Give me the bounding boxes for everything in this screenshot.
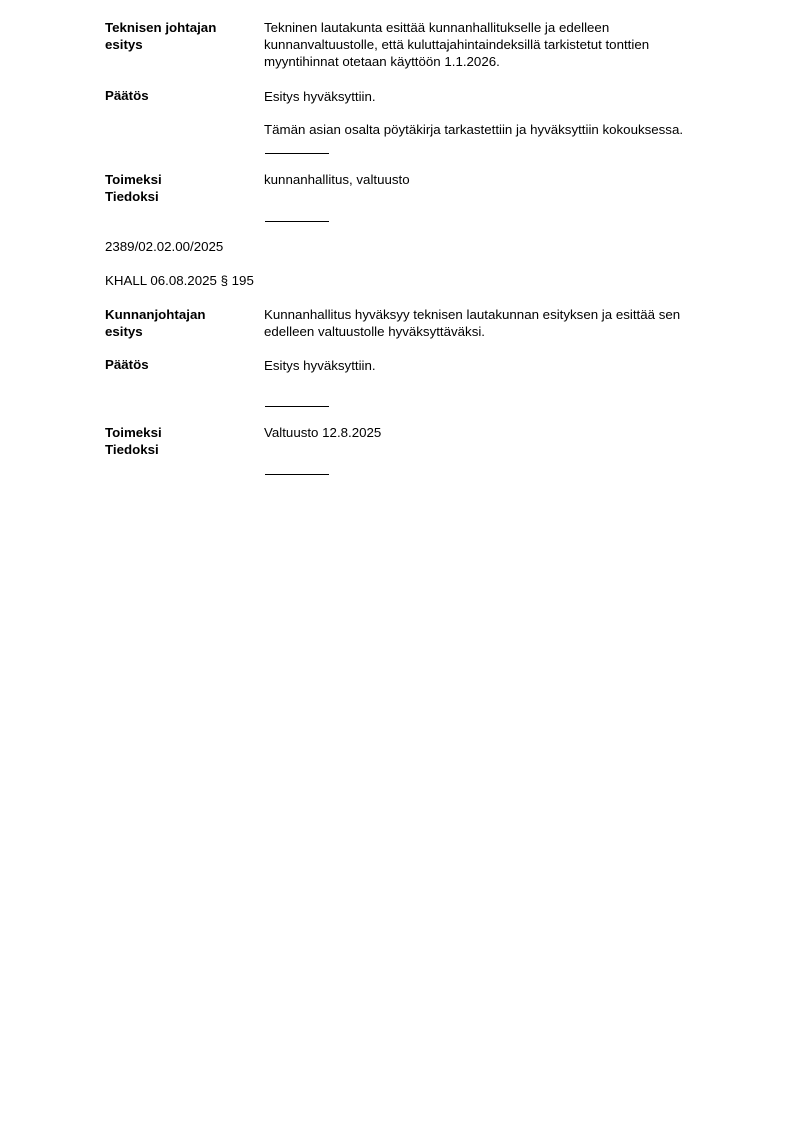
proposal-text-line3: myyntihinnat otetaan käyttöön 1.1.2026. — [264, 53, 500, 69]
assignment-labels — [105, 425, 255, 459]
divider-line — [265, 153, 329, 154]
proposal-label-municipal-manager — [105, 307, 255, 341]
case-number: 2389/02.02.00/2025 — [105, 239, 224, 254]
proposal-text-municipal-manager — [264, 307, 726, 341]
toimeksi-label: Toimeksi — [105, 172, 162, 187]
meeting-reference: KHALL 06.08.2025 § 195 — [105, 273, 254, 288]
tiedoksi-label: Tiedoksi — [105, 441, 159, 457]
proposal-text-line1: Kunnanhallitus hyväksyy teknisen lautakunnan esityksen ja esittää sen — [264, 307, 681, 322]
toimeksi-label: Toimeksi — [105, 425, 162, 440]
proposal-text-line2: edelleen valtuustolle hyväksyttäväksi. — [264, 323, 485, 339]
divider-line — [265, 474, 329, 475]
proposal-label-line2: esitys — [105, 36, 143, 52]
divider-line — [265, 406, 329, 407]
proposal-label-technical-director — [105, 20, 255, 54]
divider-line — [265, 221, 329, 222]
decision-text: Esitys hyväksyttiin. — [264, 89, 376, 104]
proposal-label-line1: Teknisen johtajan — [105, 20, 217, 35]
decision-label: Päätös — [105, 88, 149, 103]
proposal-text-line1: Tekninen lautakunta esittää kunnanhallitukselle ja edelleen — [264, 20, 610, 35]
proposal-label-line2: esitys — [105, 323, 143, 339]
tiedoksi-label: Tiedoksi — [105, 188, 159, 204]
recipients-text: kunnanhallitus, valtuusto — [264, 172, 410, 187]
decision-label: Päätös — [105, 357, 149, 372]
proposal-label-line1: Kunnanjohtajan — [105, 307, 206, 322]
recipients-text: Valtuusto 12.8.2025 — [264, 425, 382, 440]
decision-text: Esitys hyväksyttiin. — [264, 358, 376, 373]
proposal-text-technical-director — [264, 20, 726, 70]
proposal-text-line2: kunnanvaltuustolle, että kuluttajahintaindeksillä tarkistetut tonttien — [264, 36, 650, 52]
approval-note: Tämän asian osalta pöytäkirja tarkastettiin ja hyväksyttiin kokouksessa. — [264, 122, 684, 137]
assignment-labels — [105, 172, 255, 206]
